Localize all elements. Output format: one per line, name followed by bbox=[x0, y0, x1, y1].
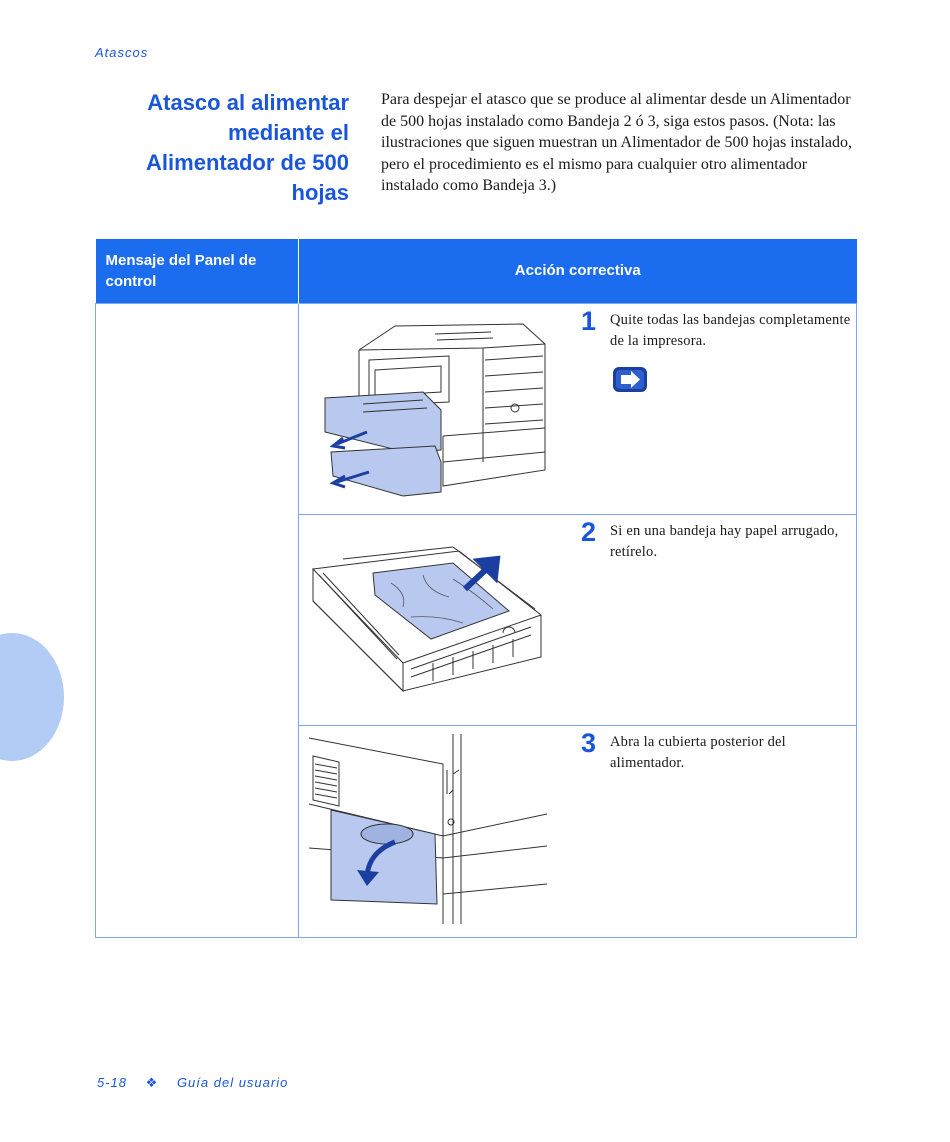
step-cell bbox=[299, 303, 857, 514]
step-number: 1 bbox=[581, 305, 597, 336]
step-text: Si en una bandeja hay papel arrugado, retírelo. bbox=[610, 522, 839, 560]
footer-separator-icon: ❖ bbox=[145, 1075, 159, 1090]
step-text: Abra la cubierta posterior del alimentador. bbox=[610, 733, 786, 771]
procedure-table bbox=[95, 239, 857, 938]
step-number: 3 bbox=[581, 727, 597, 758]
column-header-action: Acción correctiva bbox=[299, 239, 857, 303]
column-header-message: Mensaje del Panel de control bbox=[96, 239, 299, 303]
running-head: Atascos bbox=[95, 45, 149, 60]
table-row bbox=[96, 303, 857, 514]
table-header-row bbox=[96, 239, 857, 303]
step-cell bbox=[299, 514, 857, 725]
tray-crumpled-paper-illustration bbox=[303, 523, 553, 718]
message-cell bbox=[96, 303, 299, 937]
step-number: 2 bbox=[581, 516, 597, 547]
note-arrow-icon bbox=[612, 366, 648, 393]
feeder-rear-cover-illustration bbox=[303, 734, 553, 929]
step-text: Quite todas las bandejas completamente de la impresora. bbox=[610, 311, 851, 349]
step-cell bbox=[299, 725, 857, 937]
page-footer bbox=[97, 1075, 302, 1091]
page-number: 5-18 bbox=[97, 1075, 128, 1090]
printer-trays-removed-illustration bbox=[303, 312, 553, 507]
guide-title: Guía del usuario bbox=[176, 1075, 289, 1090]
intro-paragraph: Para despejar el atasco que se produce al alimentar desde un Alimentador de 500 hojas instalado como Bandeja 2 ó 3, siga estos pasos. (Nota: las ilustraciones que siguen muestran un Alimentador de 500 hojas instalado, pero el procedimiento es el mismo para cualquier otro alimentador instalado como Bandeja 3.) bbox=[381, 91, 853, 194]
section-title: Atasco al alimentar mediante el Alimentador de 500 hojas bbox=[146, 90, 349, 205]
chapter-tab-marker bbox=[0, 633, 64, 761]
